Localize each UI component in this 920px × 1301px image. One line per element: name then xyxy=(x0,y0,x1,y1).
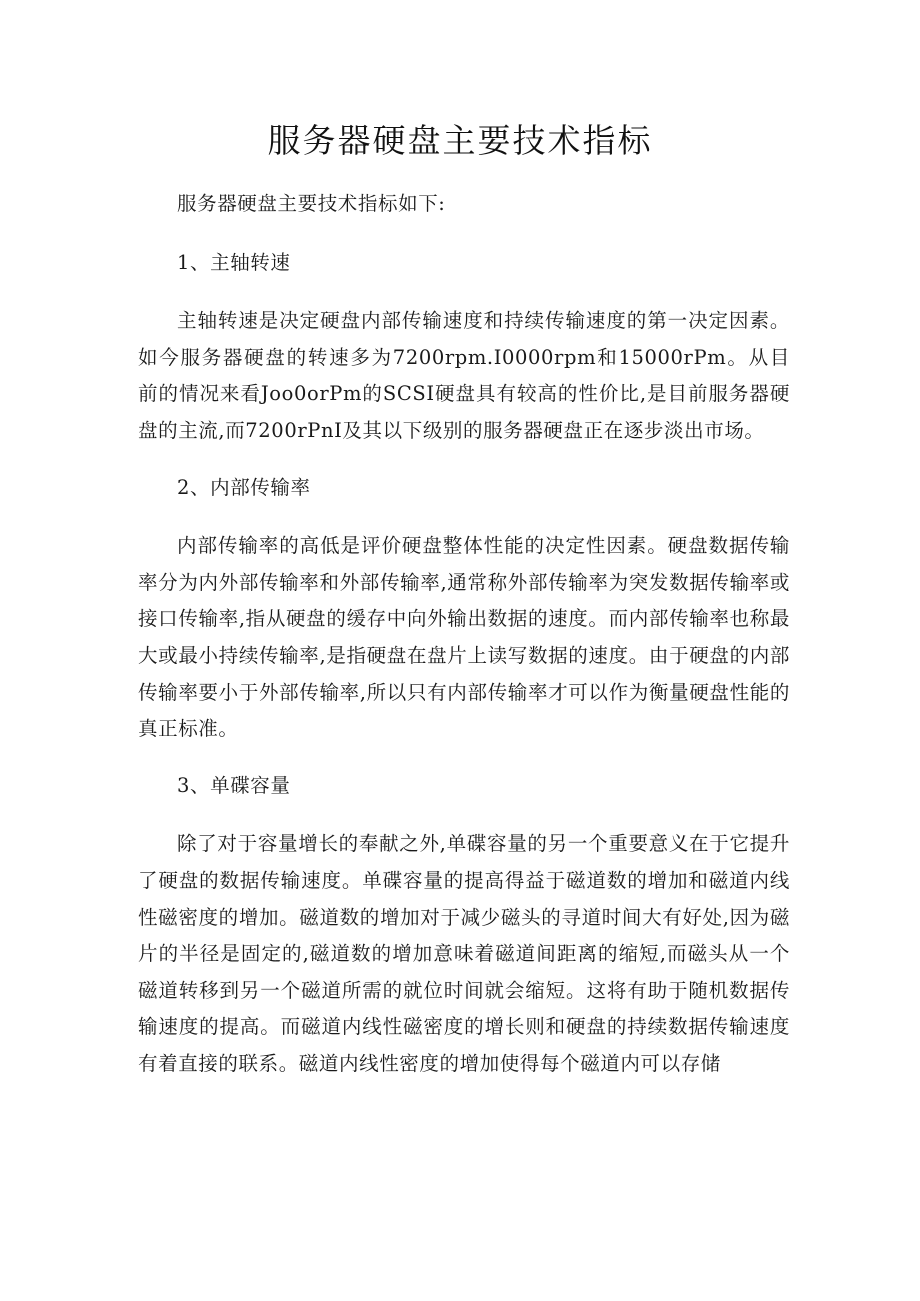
section-1-heading: 1、主轴转速 xyxy=(177,250,291,274)
section-1-body: 主轴转速是决定硬盘内部传输速度和持续传输速度的第一决定因素。如今服务器硬盘的转速多为7200rpm.I0000rpm和15000rPm。从目前的情况来看Joo0orPm的SCSI硬盘具有较高的性价比,是目前服务器硬盘的主流,而7200rPnI及其以下级别的服务器硬盘正在逐步淡出市场。 xyxy=(138,309,790,442)
section-3-heading: 3、单碟容量 xyxy=(177,773,291,797)
section-2-heading: 2、内部传输率 xyxy=(177,475,311,499)
section-2-body: 内部传输率的高低是评价硬盘整体性能的决定性因素。硬盘数据传输率分为内外部传输率和外部传输率,通常称外部传输率为突发数据传输率或接口传输率,指从硬盘的缓存中向外输出数据的速度。而内部传输率也称最大或最小持续传输率,是指硬盘在盘片上读写数据的速度。由于硬盘的内部传输率要小于外部传输率,所以只有内部传输率才可以作为衡量硬盘性能的真正标准。 xyxy=(138,534,790,741)
intro-paragraph: 服务器硬盘主要技术指标如下: xyxy=(177,192,446,215)
document-title: 服务器硬盘主要技术指标 xyxy=(267,121,653,160)
section-3-body: 除了对于容量增长的奉献之外,单碟容量的另一个重要意义在于它提升了硬盘的数据传输速度。单碟容量的提高得益于磁道数的增加和磁道内线性磁密度的增加。磁道数的增加对于减少磁头的寻道时间大有好处,因为磁片的半径是固定的,磁道数的增加意味着磁道间距离的缩短,而磁头从一个磁道转移到另一个磁道所需的就位时间就会缩短。这将有助于随机数据传输速度的提高。而磁道内线性磁密度的增长则和硬盘的持续数据传输速度有着直接的联系。磁道内线性密度的增加使得每个磁道内可以存储 xyxy=(138,832,790,1075)
document-body xyxy=(138,186,790,1102)
